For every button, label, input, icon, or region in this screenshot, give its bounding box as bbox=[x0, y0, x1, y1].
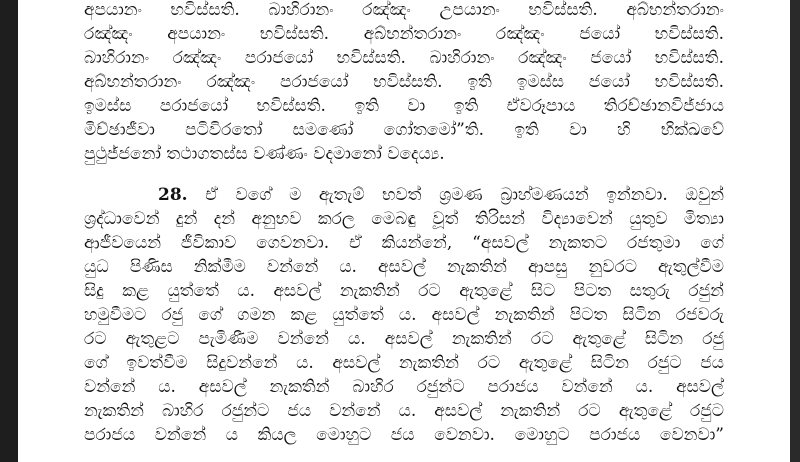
paragraph-number: 28. bbox=[158, 185, 188, 205]
document-page bbox=[18, 0, 790, 462]
text-line: අබ්භන්තරානං රඤ්ඤං පරාජයෝ භවිස්සති. ඉති ඉමස්ස ජයෝ භවිස්සති. bbox=[84, 72, 724, 92]
text-line: ගේ ඉවත්වීම සිදුවන්නේ ය. අසවල් නැකතින් රට ඇතුළේ සිටින රජුට ජය bbox=[84, 353, 724, 373]
text-line: ඉමස්ස පරාජයෝ භවිස්සති. ඉති වා ඉති ඒවරූපාය තිරච්ඡානවිජ්ජාය bbox=[84, 96, 724, 116]
text-line: පුථුජ්ජනෝ තථාගතස්ස වණ්ණං වදමානෝ වදෙය්‍ය. bbox=[84, 144, 445, 164]
viewer-left-border bbox=[0, 0, 18, 462]
text-line: අපයානං භවිස්සති. බාහිරානං රඤ්ඤං උපයානං භවිස්සති. අබ්භන්තරානං bbox=[84, 0, 724, 20]
text-line: රඤ්ඤං අපයානං භවිස්සති. අබ්භන්තරානං රඤ්ඤං ජයෝ භවිස්සති. bbox=[84, 24, 724, 44]
viewer-right-border bbox=[790, 0, 800, 462]
paragraph-first-line bbox=[158, 183, 724, 207]
text-line: වන්නේ ය. අසවල් නැකතින් බාහිර රජුන්ට පරාජය වන්නේ ය. අසවල් bbox=[84, 377, 724, 397]
text-line: ආජීවයෙන් ජීවිකාව ගෙවනවා. ඒ කියන්නේ, “අසවල් නැකතට රජතුමා ගේ bbox=[84, 233, 724, 253]
text-line: හමුවීමට රජු ගේ ගමන කළ යුත්තේ ය. අසවල් නැකතින් පිටත සිටින රජවරු bbox=[84, 305, 724, 325]
text-line: නැකතින් බාහිර රජුන්ට ජය වන්නේ ය. අසවල් නැකතින් රට ඇතුළේ රජුට bbox=[84, 401, 724, 421]
text-line: බාහිරානං රඤ්ඤං පරාජයෝ භවිස්සති. බාහිරානං රඤ්ඤං ජයෝ භවිස්සති. bbox=[84, 48, 724, 68]
text-line-start: ඒ වගේ ම ඇතැම් භවත් ශ්‍රමණ බ්‍රාහ්මණයන් ඉන්නවා. ඔවුන් bbox=[205, 185, 724, 205]
text-line: මිච්ඡාජීවා පටිවිරතෝ සමණෝ ගෝතමෝ”ති. ඉති වා හි භික්ඛවේ bbox=[84, 120, 724, 140]
text-line: ශ්‍රද්ධාවෙන් දුන් දන් අනුභව කරල මෙබඳු වූත් තිරිසන් විද්‍යාවෙන් යුතුව මිත්‍යා bbox=[84, 209, 724, 229]
text-line: යුධ පිණිස නික්මීම වන්නේ ය. අසවල් නැකතින් ආපසු නුවරට ඇතුල්වීම bbox=[84, 257, 724, 277]
text-line: පරාජය වන්නේ ය කියල මොහුට ජය වෙනවා. මොහුට පරාජය වෙනවා” bbox=[84, 425, 724, 445]
text-line: සිදු කළ යුත්තේ ය. අසවල් නැකතින් රට ඇතුළේ සිට පිටත සතුරු රජුන් bbox=[84, 281, 724, 301]
text-line: රට ඇතුළට පැමිණීම වන්නේ ය. අසවල් නැකතින් රට ඇතුළේ සිටින රජු bbox=[84, 329, 724, 349]
